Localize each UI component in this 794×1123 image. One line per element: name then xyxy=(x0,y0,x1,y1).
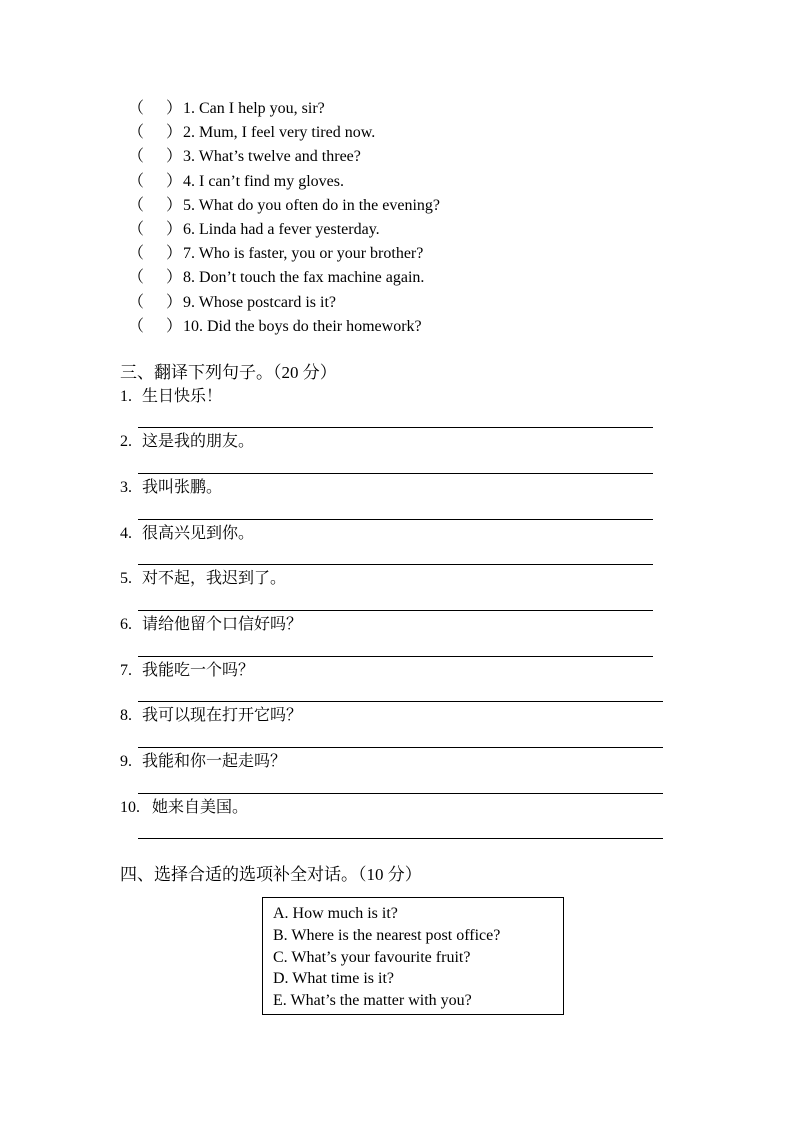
answer-paren-left: （ xyxy=(128,269,145,286)
answer-paren-left: （ xyxy=(128,148,145,165)
answer-paren-left: （ xyxy=(128,221,145,238)
question-number: 2. xyxy=(183,124,195,141)
answer-paren-left: （ xyxy=(128,318,145,335)
question-number: 10. xyxy=(183,318,203,335)
item-number: 4. xyxy=(120,525,132,542)
translation-item xyxy=(120,477,222,499)
item-number: 6. xyxy=(120,616,132,633)
item-text: 很高兴见到你。 xyxy=(142,525,255,542)
translation-item xyxy=(120,797,248,819)
question-text: I can’t find my gloves. xyxy=(199,173,345,190)
item-number: 10. xyxy=(120,799,140,816)
question-text: Can I help you, sir? xyxy=(199,100,325,117)
question-number: 6. xyxy=(183,221,195,238)
answer-paren-right: ） xyxy=(166,197,183,214)
translation-item xyxy=(120,705,302,727)
answer-paren-right: ） xyxy=(166,294,183,311)
answer-paren-left: （ xyxy=(128,197,145,214)
item-number: 2. xyxy=(120,433,132,450)
answer-line xyxy=(138,427,653,428)
item-text: 我能吃一个吗？ xyxy=(142,662,255,679)
question-number: 7. xyxy=(183,245,195,262)
item-number: 7. xyxy=(120,662,132,679)
answer-paren-left: （ xyxy=(128,245,145,262)
question-text: What’s twelve and three? xyxy=(198,148,361,165)
item-text: 我可以现在打开它吗？ xyxy=(142,707,303,724)
answer-paren-left: （ xyxy=(128,124,145,141)
answer-line xyxy=(138,838,663,839)
question-number: 5. xyxy=(183,197,195,214)
option-b: B. Where is the nearest post office? xyxy=(273,927,501,944)
question-text: What do you often do in the evening? xyxy=(198,197,440,214)
item-text: 我能和你一起走吗？ xyxy=(142,753,287,770)
item-number: 1. xyxy=(120,388,132,405)
item-number: 8. xyxy=(120,707,132,724)
question-number: 4. xyxy=(183,173,195,190)
item-number: 9. xyxy=(120,753,132,770)
question-number: 3. xyxy=(183,148,195,165)
translation-item xyxy=(120,523,254,545)
answer-line xyxy=(138,519,653,520)
question-text: Whose postcard is it? xyxy=(198,294,337,311)
item-text: 对不起，我迟到了。 xyxy=(142,570,287,587)
question-text: Who is faster, you or your brother? xyxy=(198,245,424,262)
answer-paren-left: （ xyxy=(128,173,145,190)
question-text: Mum, I feel very tired now. xyxy=(199,124,376,141)
answer-paren-right: ） xyxy=(166,148,183,165)
item-text: 生日快乐！ xyxy=(142,388,223,405)
answer-line xyxy=(138,610,653,611)
option-a: A. How much is it? xyxy=(273,905,398,922)
item-text: 请给他留个口信好吗？ xyxy=(142,616,303,633)
question-number: 1. xyxy=(183,100,195,117)
translation-item xyxy=(120,660,254,682)
options-box xyxy=(262,897,564,1015)
item-text: 这是我的朋友。 xyxy=(142,433,255,450)
answer-paren-right: ） xyxy=(166,173,183,190)
question-text: Don’t touch the fax machine again. xyxy=(199,269,425,286)
answer-paren-left: （ xyxy=(128,294,145,311)
translation-item xyxy=(120,568,286,590)
answer-paren-right: ） xyxy=(166,269,183,286)
section-3-title: 三、翻译下列句子。（20 分） xyxy=(120,363,337,382)
answer-line xyxy=(138,793,663,794)
answer-line xyxy=(138,564,653,565)
option-c: C. What’s your favourite fruit? xyxy=(273,949,471,966)
option-e: E. What’s the matter with you? xyxy=(273,992,472,1009)
answer-line xyxy=(138,656,653,657)
question-number: 9. xyxy=(183,294,195,311)
answer-paren-right: ） xyxy=(166,124,183,141)
question-number: 8. xyxy=(183,269,195,286)
answer-line xyxy=(138,747,663,748)
question-text: Did the boys do their homework? xyxy=(207,318,422,335)
item-number: 5. xyxy=(120,570,132,587)
translation-item xyxy=(120,751,286,773)
answer-line xyxy=(138,701,663,702)
translation-item xyxy=(120,386,222,408)
item-text: 她来自美国。 xyxy=(152,799,249,816)
answer-paren-right: ） xyxy=(166,318,183,335)
answer-paren-left: （ xyxy=(128,100,145,117)
answer-paren-right: ） xyxy=(166,221,183,238)
question-text: Linda had a fever yesterday. xyxy=(199,221,380,238)
translation-item xyxy=(120,431,254,453)
answer-line xyxy=(138,473,653,474)
answer-paren-right: ） xyxy=(166,100,183,117)
section-4-title: 四、选择合适的选项补全对话。（10 分） xyxy=(120,865,422,884)
item-text: 我叫张鹏。 xyxy=(142,479,223,496)
translation-item xyxy=(120,614,302,636)
option-d: D. What time is it? xyxy=(273,970,395,987)
item-number: 3. xyxy=(120,479,132,496)
answer-paren-right: ） xyxy=(166,245,183,262)
